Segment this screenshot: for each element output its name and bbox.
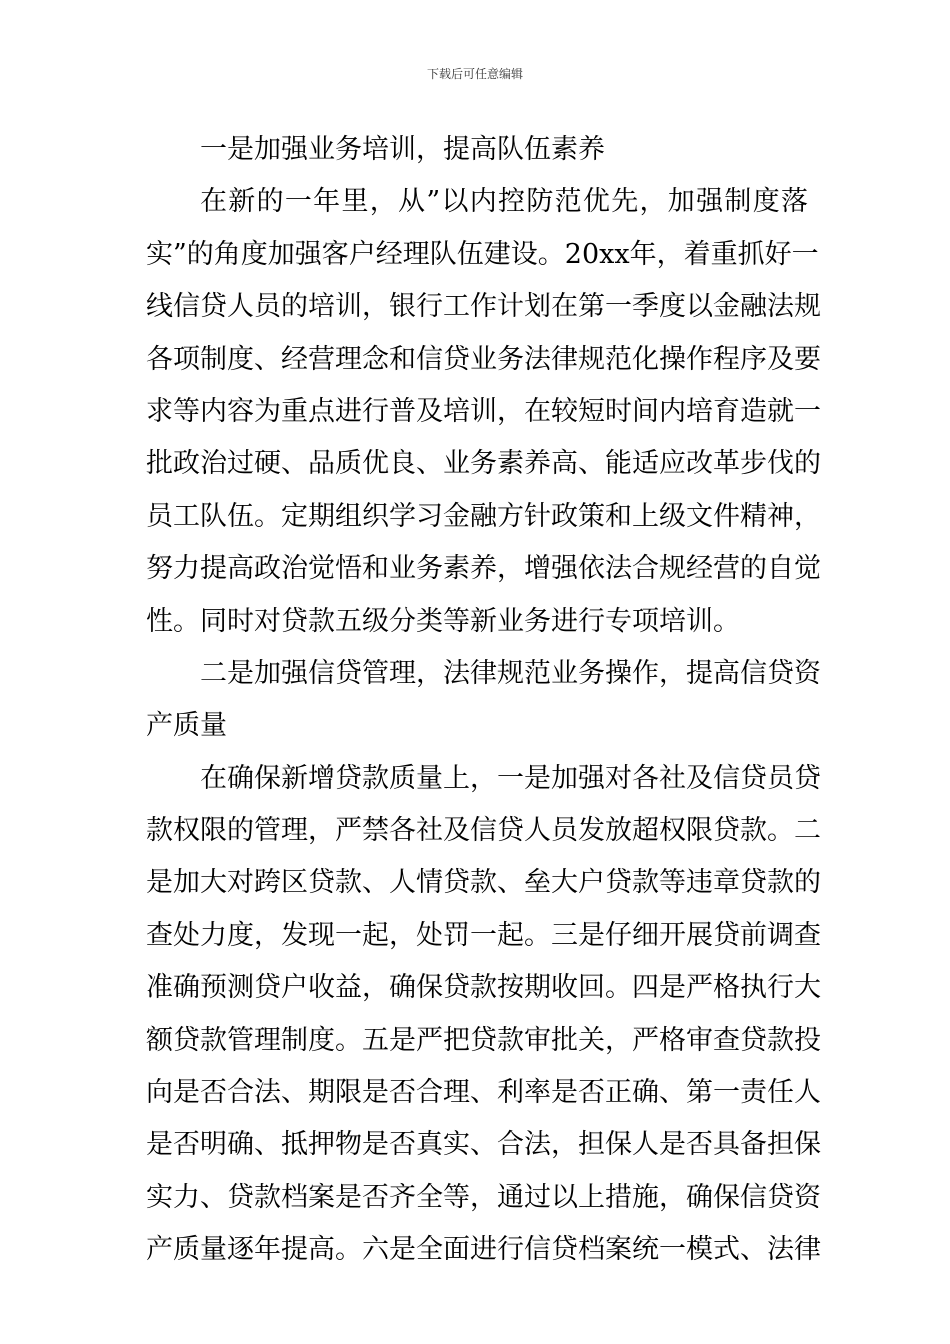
text-line: 线信贷人员的培训，银行工作计划在第一季度以金融法规 [146, 291, 821, 323]
text-line: 准确预测贷户收益，确保贷款按期收回。四是严格执行大 [146, 972, 821, 1004]
document-body [146, 124, 821, 1277]
text-line: 额贷款管理制度。五是严把贷款审批关，严格审查贷款投 [146, 1024, 821, 1056]
header-note: 下载后可任意编辑 [426, 67, 523, 81]
text-line: 产质量 [146, 710, 227, 742]
text-line: 批政治过硬、品质优良、业务素养高、能适应改革步伐的 [146, 448, 821, 480]
text-line: 在确保新增贷款质量上，一是加强对各社及信贷员贷 [200, 762, 821, 794]
text-line: 员工队伍。定期组织学习金融方针政策和上级文件精神， [146, 500, 821, 532]
text-line: 款权限的管理，严禁各社及信贷人员发放超权限贷款。二 [146, 815, 821, 847]
text-line: 向是否合法、期限是否合理、利率是否正确、第一责任人 [146, 1077, 821, 1109]
text-line: 各项制度、经营理念和信贷业务法律规范化操作程序及要 [146, 343, 821, 375]
text-line: 一是加强业务培训，提高队伍素养 [200, 134, 605, 165]
text-line: 在新的一年里，从”以内控防范优先，加强制度落 [200, 186, 808, 218]
text-line: 是否明确、抵押物是否真实、合法，担保人是否具备担保 [146, 1129, 821, 1161]
text-line: 实力、贷款档案是否齐全等，通过以上措施，确保信贷资 [146, 1181, 821, 1213]
text-line: 产质量逐年提高。六是全面进行信贷档案统一模式、法律 [146, 1234, 821, 1266]
text-line: 查处力度，发现一起，处罚一起。三是仔细开展贷前调查 [146, 919, 821, 951]
text-line: 努力提高政治觉悟和业务素养，增强依法合规经营的自觉 [146, 553, 821, 585]
text-line: 性。同时对贷款五级分类等新业务进行专项培训。 [146, 605, 740, 637]
text-line: 实”的角度加强客户经理队伍建设。20xx年，着重抓好一 [146, 238, 819, 270]
text-line: 求等内容为重点进行普及培训，在较短时间内培育造就一 [146, 395, 821, 427]
text-line: 是加大对跨区贷款、人情贷款、垒大户贷款等违章贷款的 [146, 867, 821, 899]
text-line: 二是加强信贷管理，法律规范业务操作，提高信贷资 [200, 657, 821, 689]
